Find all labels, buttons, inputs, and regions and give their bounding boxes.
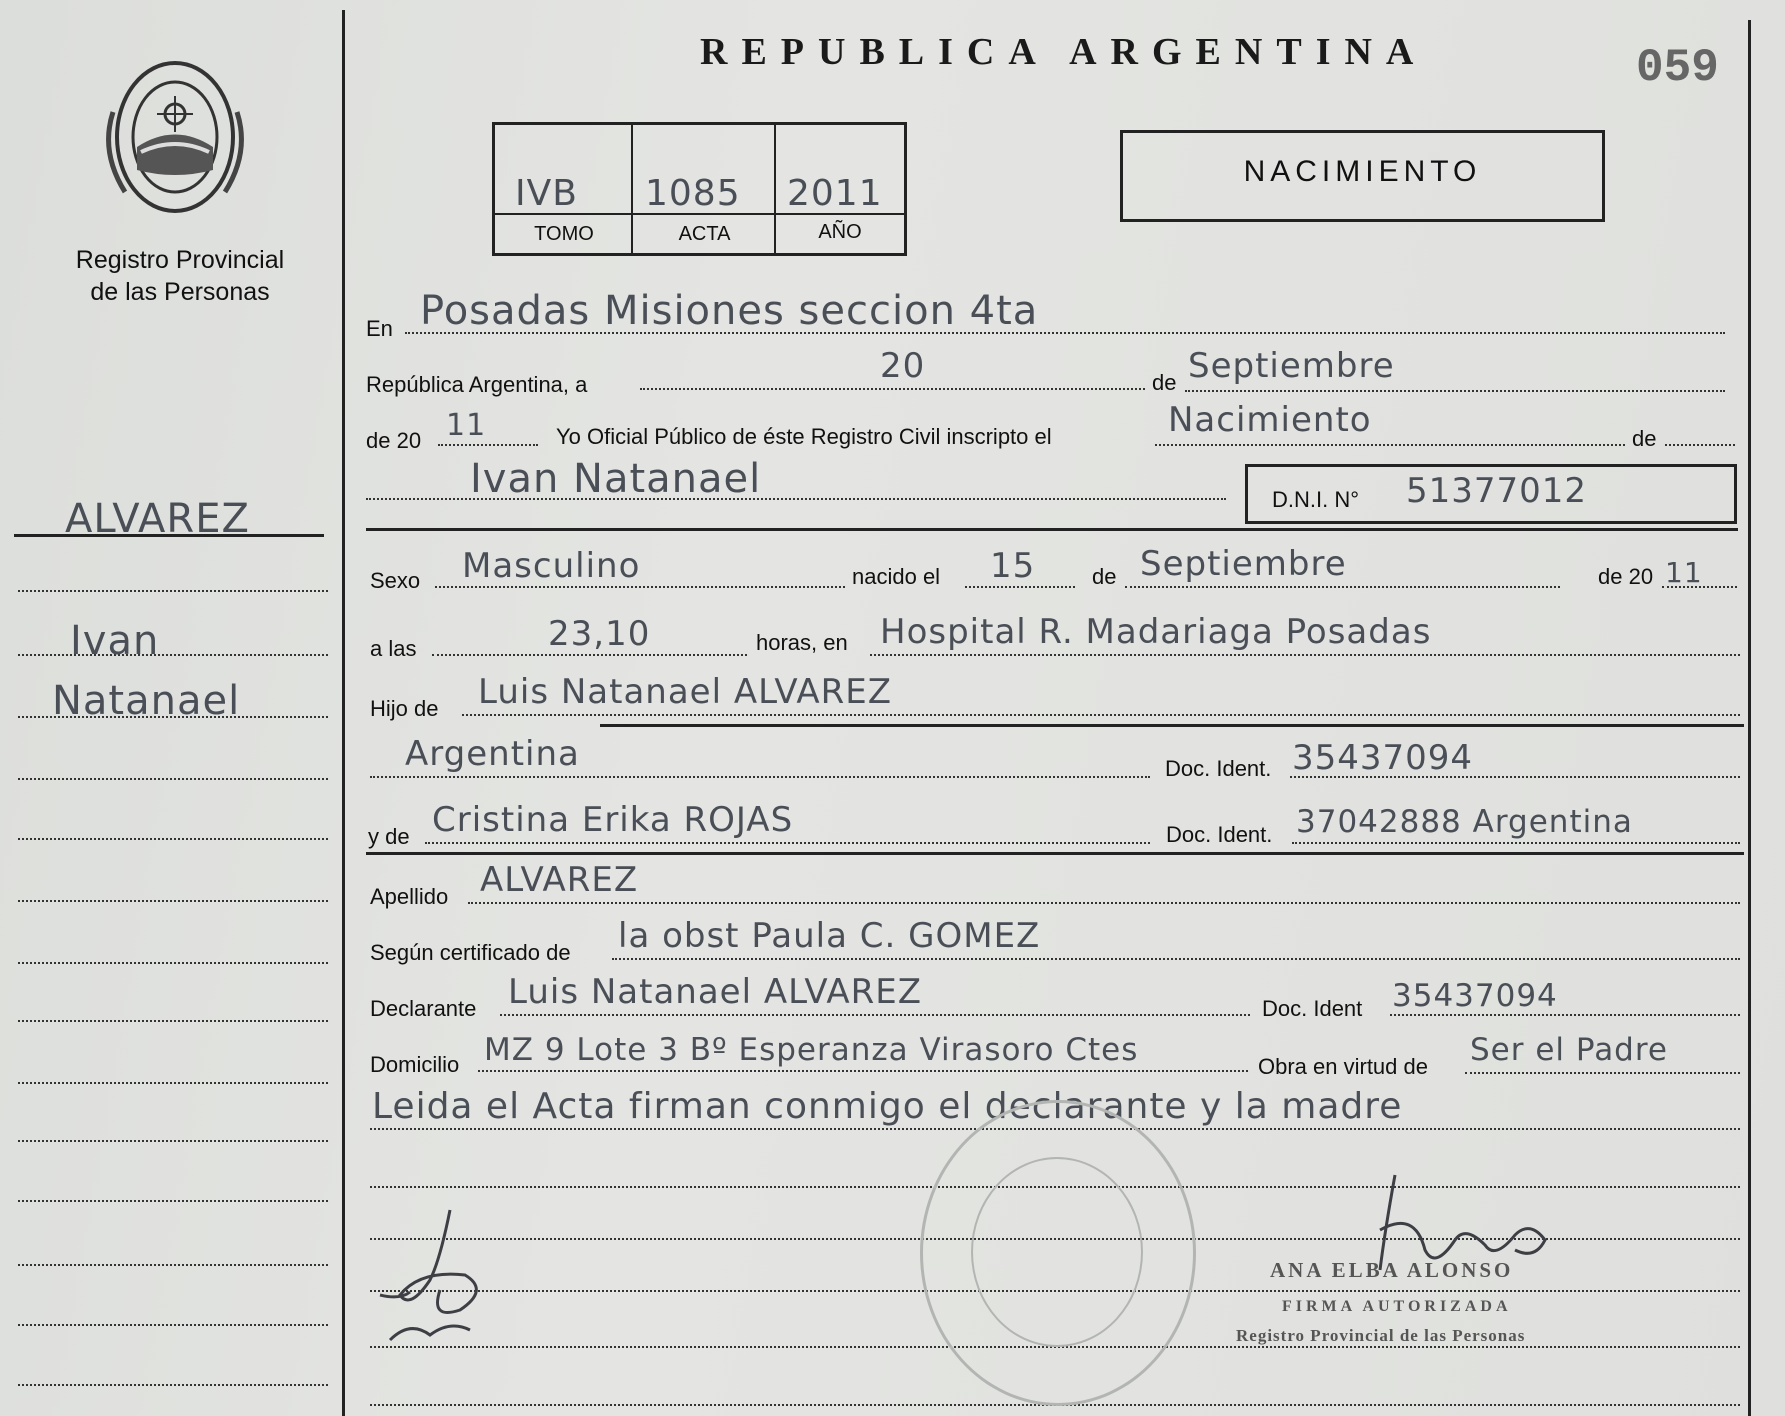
line-sexo <box>435 586 845 588</box>
record-box <box>492 122 907 256</box>
label-a-las: a las <box>370 636 417 661</box>
line-lugar-nac <box>870 654 1740 656</box>
declarant-signature-icon <box>370 1200 520 1350</box>
line-nacido-mes <box>1125 586 1560 588</box>
value-padre: Luis Natanael ALVAREZ <box>478 672 893 712</box>
label-nacido: nacido el <box>852 564 941 589</box>
value-madre: Cristina Erika ROJAS <box>432 800 794 840</box>
official-role: FIRMA AUTORIZADA <box>1282 1298 1512 1315</box>
registry-name-line1: Registro Provincial <box>75 246 285 274</box>
margin-index-line <box>18 1082 328 1084</box>
margin-index-line <box>18 1384 328 1386</box>
section-rule-1 <box>366 528 1738 531</box>
label-en: En <box>366 316 393 341</box>
line-padre-nac <box>370 776 1150 778</box>
margin-index-line <box>18 1324 328 1326</box>
tomo-label: TOMO <box>534 223 594 245</box>
value-observacion: Leida el Acta firman conmigo el declarante y la madre <box>372 1086 1403 1127</box>
label-dni: D.N.I. N° <box>1272 487 1360 512</box>
label-declarante: Declarante <box>370 996 477 1021</box>
margin-index-line <box>18 654 328 656</box>
label-de-end: de <box>1632 426 1657 451</box>
value-nacido-anio: 11 <box>1665 556 1703 589</box>
margin-divider <box>342 10 345 1416</box>
margin-index-line <box>18 778 328 780</box>
line-anio <box>438 444 538 446</box>
line-obra <box>1465 1072 1740 1074</box>
value-declarante: Luis Natanael ALVAREZ <box>508 972 923 1012</box>
acta-label: ACTA <box>678 223 731 245</box>
label-oficial: Yo Oficial Público de éste Registro Civil inscripto el <box>556 424 1052 449</box>
margin-index-line <box>18 1020 328 1022</box>
margin-index-line <box>18 838 328 840</box>
margin-surname: ALVAREZ <box>65 496 250 542</box>
line-nacido-dia <box>965 586 1075 588</box>
document-title: REPUBLICA ARGENTINA <box>700 31 1428 73</box>
line-inscripto <box>1155 444 1625 446</box>
label-doc-ident-3: Doc. Ident <box>1262 996 1363 1021</box>
anio-value: 2011 <box>787 173 883 214</box>
line-de-end <box>1665 444 1735 446</box>
registry-name-line2: de las Personas <box>90 278 270 306</box>
value-padre-doc: 35437094 <box>1292 738 1474 778</box>
value-declarante-doc: 35437094 <box>1392 978 1558 1014</box>
value-apellido: ALVAREZ <box>480 860 639 900</box>
tomo-value: IVB <box>515 173 578 214</box>
official-stamp <box>920 1100 1196 1406</box>
label-obra: Obra en virtud de <box>1258 1054 1428 1079</box>
value-madre-doc: 37042888 Argentina <box>1296 804 1633 840</box>
margin-index-line <box>18 1200 328 1202</box>
margin-index-line <box>18 1264 328 1266</box>
line-certificado <box>612 958 1740 960</box>
value-nacido-mes: Septiembre <box>1140 544 1347 584</box>
line-apellido <box>468 902 1740 904</box>
line-dia <box>640 388 1145 390</box>
margin-first-name: Ivan <box>70 618 160 664</box>
value-sexo: Masculino <box>462 546 641 586</box>
label-de-20-b: de 20 <box>1598 564 1654 589</box>
acta-value: 1085 <box>645 173 741 214</box>
doc-type-box <box>1120 130 1605 222</box>
value-lugar: Posadas Misiones seccion 4ta <box>420 288 1039 334</box>
value-obra: Ser el Padre <box>1470 1032 1668 1068</box>
label-doc-ident-2: Doc. Ident. <box>1166 822 1273 847</box>
value-certificado: la obst Paula C. GOMEZ <box>618 916 1041 956</box>
value-hora: 23,10 <box>548 614 651 654</box>
margin-index-line <box>18 1140 328 1142</box>
label-de-20: de 20 <box>366 428 422 453</box>
line-domicilio <box>478 1070 1248 1072</box>
label-domicilio: Domicilio <box>370 1052 460 1077</box>
value-nombre: Ivan Natanael <box>470 456 762 502</box>
anio-label: AÑO <box>818 221 862 243</box>
value-domicilio: MZ 9 Lote 3 Bº Esperanza Virasoro Ctes <box>484 1032 1139 1068</box>
section-rule-2 <box>600 724 1744 727</box>
line-madre <box>425 842 1150 844</box>
official-stamp-inner <box>971 1157 1143 1347</box>
value-lugar-nac: Hospital R. Madariaga Posadas <box>880 612 1432 652</box>
line-hora <box>432 654 747 656</box>
doc-type: NACIMIENTO <box>1243 155 1482 188</box>
line-madre-doc <box>1292 842 1740 844</box>
label-nacido-de: de <box>1092 564 1117 589</box>
right-border <box>1748 20 1751 1416</box>
official-org: Registro Provincial de las Personas <box>1236 1326 1526 1345</box>
value-padre-nac: Argentina <box>405 734 580 774</box>
registry-name <box>50 244 310 308</box>
province-seal-icon <box>95 52 255 222</box>
value-dni: 51377012 <box>1406 471 1588 511</box>
value-nacido-dia: 15 <box>990 546 1036 586</box>
margin-index-line <box>18 590 328 592</box>
label-y-de: y de <box>368 824 410 849</box>
line-declarante-doc <box>1390 1014 1740 1016</box>
label-apellido: Apellido <box>370 884 449 909</box>
line-padre <box>462 714 1740 716</box>
label-de-mes: de <box>1152 370 1177 395</box>
serial-number: 059 <box>1636 42 1719 94</box>
label-republica: República Argentina, a <box>366 372 588 397</box>
dni-box <box>1245 464 1737 524</box>
label-sexo: Sexo <box>370 568 421 593</box>
value-dia: 20 <box>880 346 926 386</box>
margin-index-line <box>18 962 328 964</box>
section-rule-3 <box>366 852 1744 855</box>
line-mes <box>1185 390 1725 392</box>
value-mes: Septiembre <box>1188 346 1395 386</box>
label-hijo-de: Hijo de <box>370 696 439 721</box>
label-segun: Según certificado de <box>370 940 571 965</box>
official-name: ANA ELBA ALONSO <box>1270 1258 1514 1282</box>
value-inscripto: Nacimiento <box>1168 400 1372 440</box>
value-anio: 11 <box>446 408 487 443</box>
label-doc-ident-1: Doc. Ident. <box>1165 756 1272 781</box>
margin-index-line <box>18 900 328 902</box>
margin-second-name: Natanael <box>52 678 241 724</box>
label-horas-en: horas, en <box>756 630 848 655</box>
line-declarante <box>500 1014 1250 1016</box>
